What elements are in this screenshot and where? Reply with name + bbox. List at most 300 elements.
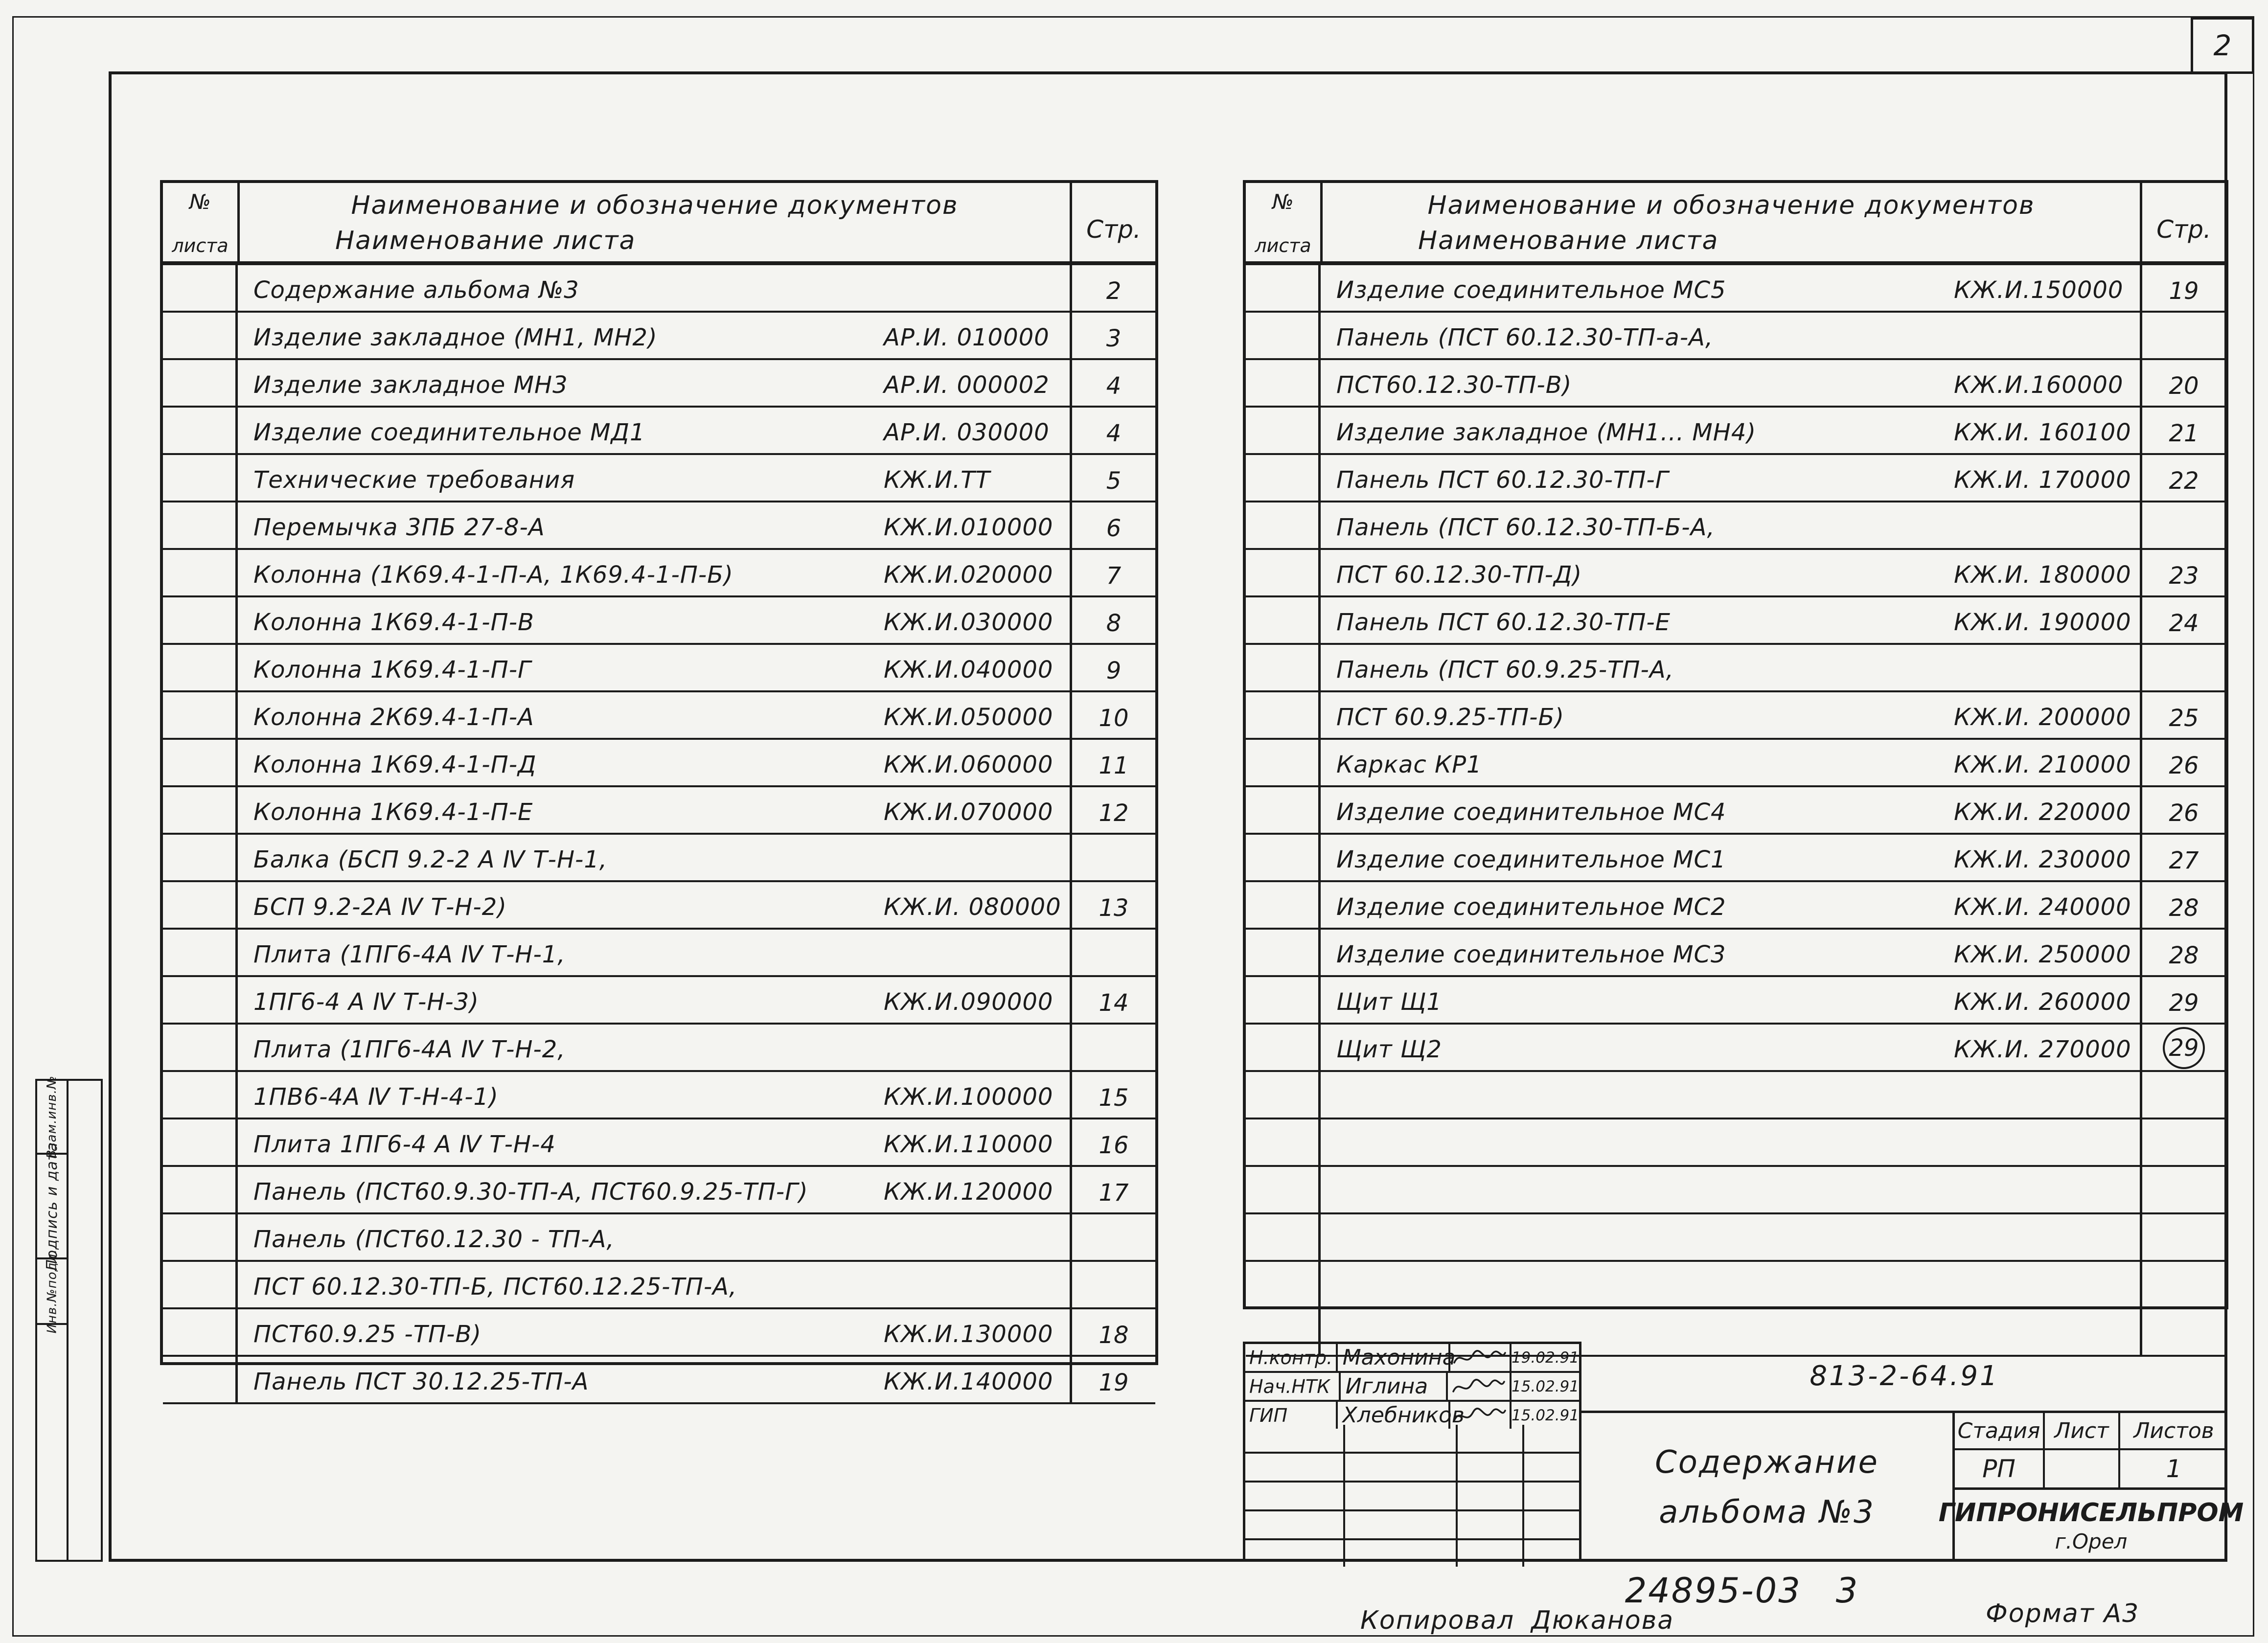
row-document-code: КЖ.И.110000 bbox=[884, 1131, 1054, 1158]
contents-table-right bbox=[1243, 180, 2228, 1309]
row-name-cell bbox=[1321, 930, 2142, 975]
row-document-code: КЖ.И.100000 bbox=[884, 1083, 1054, 1111]
side-label-podpis-data: Подпись и дата bbox=[43, 1141, 61, 1271]
row-page: 8 bbox=[1106, 610, 1122, 637]
row-page: 19 bbox=[1099, 1369, 1129, 1396]
row-sheet-number-cell bbox=[163, 265, 238, 311]
row-page-cell bbox=[2142, 1072, 2225, 1118]
row-document-code: КЖ.И. 260000 bbox=[1954, 988, 2131, 1016]
row-document-name: Колонна 1К69.4-1-П-В bbox=[253, 609, 534, 636]
stage-grid bbox=[1938, 1413, 2244, 1562]
header-name-cell bbox=[1323, 183, 2142, 261]
row-name-cell bbox=[1321, 1262, 2142, 1307]
row-name-cell bbox=[238, 408, 1072, 453]
row-name-cell bbox=[1321, 550, 2142, 595]
row-page-cell bbox=[2142, 740, 2225, 785]
row-document-code: КЖ.И. 200000 bbox=[1954, 704, 2131, 731]
sheet-number-box bbox=[2191, 17, 2254, 74]
table-row bbox=[1246, 408, 2225, 455]
row-page-cell bbox=[1072, 1357, 1155, 1402]
row-name-cell bbox=[238, 882, 1072, 928]
row-name-cell bbox=[238, 455, 1072, 501]
row-name-cell bbox=[238, 1025, 1072, 1070]
row-document-name: Изделие соединительное МС1 bbox=[1336, 846, 1726, 873]
row-page: 6 bbox=[1106, 515, 1122, 542]
table-row bbox=[1246, 360, 2225, 408]
row-document-code: КЖ.И.010000 bbox=[884, 514, 1054, 541]
signature-table-empty-rows bbox=[1243, 1425, 1581, 1562]
side-label-column bbox=[37, 1075, 69, 1560]
row-document-code: КЖ.И. 180000 bbox=[1954, 561, 2131, 589]
row-document-name: ПСТ60.9.25 -ТП-В) bbox=[253, 1321, 482, 1348]
row-document-code: КЖ.И.120000 bbox=[884, 1178, 1054, 1206]
row-document-code: КЖ.И.060000 bbox=[884, 751, 1054, 778]
row-document-code: КЖ.И. 230000 bbox=[1954, 846, 2131, 873]
row-document-name: Перемычка 3ПБ 27-8-А bbox=[253, 514, 545, 541]
row-page-cell bbox=[2142, 977, 2225, 1023]
table-row bbox=[163, 408, 1155, 455]
row-document-name: Изделие соединительное МС3 bbox=[1336, 941, 1726, 968]
row-document-code: КЖ.И.160000 bbox=[1954, 371, 2124, 399]
album-title-line2: альбома №3 bbox=[1659, 1494, 1875, 1530]
table-row bbox=[163, 882, 1155, 930]
row-document-code: КЖ.И.020000 bbox=[884, 561, 1054, 589]
copied-by-line bbox=[1360, 1606, 1674, 1635]
stage-label: Стадия bbox=[1955, 1413, 2045, 1448]
table-body bbox=[163, 265, 1155, 1404]
row-page: 7 bbox=[1106, 562, 1122, 590]
signature-empty-row bbox=[1245, 1483, 1579, 1511]
row-document-name: Изделие закладное МН3 bbox=[253, 371, 568, 399]
header-num-line2: листа bbox=[1255, 235, 1311, 256]
row-document-name: 1ПГ6-4 А Ⅳ Т-Н-3) bbox=[253, 988, 479, 1016]
row-page: 24 bbox=[2169, 610, 2199, 637]
row-name-cell bbox=[238, 930, 1072, 975]
table-row bbox=[1246, 597, 2225, 645]
table-row bbox=[163, 1309, 1155, 1357]
row-page: 26 bbox=[2169, 752, 2199, 779]
stage-header-row bbox=[1955, 1413, 2227, 1450]
row-document-name: Изделие соединительное МД1 bbox=[253, 419, 645, 446]
row-page-cell bbox=[2142, 597, 2225, 643]
table-row bbox=[1246, 787, 2225, 835]
row-name-cell bbox=[1321, 645, 2142, 690]
header-page-cell bbox=[2142, 183, 2225, 261]
row-page-cell bbox=[1072, 1072, 1155, 1118]
row-page-cell bbox=[1072, 882, 1155, 928]
order-number: 24895-03 bbox=[1625, 1571, 1802, 1611]
row-page-cell bbox=[2142, 550, 2225, 595]
signature-person-name: Хлебников bbox=[1338, 1402, 1450, 1429]
album-title-line1: Содержание bbox=[1655, 1444, 1879, 1481]
signature-person-name: Махонина bbox=[1338, 1344, 1450, 1371]
row-page-cell bbox=[1072, 597, 1155, 643]
row-page: 18 bbox=[1099, 1322, 1129, 1349]
row-page: 23 bbox=[2169, 562, 2199, 590]
row-page: 9 bbox=[1106, 657, 1122, 685]
row-document-name: Изделие соединительное МС5 bbox=[1336, 276, 1726, 304]
row-document-name: Колонна (1К69.4-1-П-А, 1К69.4-1-П-Б) bbox=[253, 561, 733, 589]
row-name-cell bbox=[238, 645, 1072, 690]
header-page-label: Стр. bbox=[1086, 215, 1141, 244]
row-page-cell bbox=[2142, 787, 2225, 833]
header-num-line1: № bbox=[189, 190, 211, 214]
table-row bbox=[163, 502, 1155, 550]
table-row bbox=[163, 1357, 1155, 1404]
table-row bbox=[1246, 1072, 2225, 1119]
table-row bbox=[1246, 645, 2225, 692]
row-page-cell bbox=[2142, 455, 2225, 501]
row-page-cell bbox=[1072, 360, 1155, 406]
row-document-code: КЖ.И. 160100 bbox=[1954, 419, 2131, 446]
row-sheet-number-cell bbox=[1246, 787, 1321, 833]
row-sheet-number-cell bbox=[163, 1072, 238, 1118]
row-name-cell bbox=[238, 597, 1072, 643]
row-name-cell bbox=[238, 692, 1072, 738]
table-row bbox=[1246, 1025, 2225, 1072]
row-document-code: КЖ.И. 270000 bbox=[1954, 1036, 2131, 1063]
row-document-code: КЖ.И.070000 bbox=[884, 799, 1054, 826]
row-sheet-number-cell bbox=[163, 930, 238, 975]
header-name-line1: Наименование и обозначение документов bbox=[351, 191, 959, 220]
row-sheet-number-cell bbox=[163, 1119, 238, 1165]
row-sheet-number-cell bbox=[163, 455, 238, 501]
table-row bbox=[163, 692, 1155, 740]
row-page-cell bbox=[2142, 645, 2225, 690]
row-sheet-number-cell bbox=[1246, 360, 1321, 406]
stage-value: РП bbox=[1955, 1450, 2045, 1487]
row-document-name: Панель (ПСТ60.9.30-ТП-А, ПСТ60.9.25-ТП-Г) bbox=[253, 1178, 808, 1206]
row-page-cell bbox=[1072, 502, 1155, 548]
row-sheet-number-cell bbox=[163, 787, 238, 833]
row-name-cell bbox=[238, 1167, 1072, 1212]
row-name-cell bbox=[1321, 1119, 2142, 1165]
row-page: 11 bbox=[1099, 752, 1129, 779]
row-sheet-number-cell bbox=[163, 502, 238, 548]
row-page-cell bbox=[1072, 1025, 1155, 1070]
signature-person-name: Иглина bbox=[1341, 1373, 1448, 1400]
row-sheet-number-cell bbox=[163, 1025, 238, 1070]
table-row bbox=[1246, 265, 2225, 313]
row-page-cell bbox=[1072, 977, 1155, 1023]
table-row bbox=[163, 977, 1155, 1025]
table-row bbox=[163, 1214, 1155, 1262]
row-document-name: Изделие соединительное МС2 bbox=[1336, 893, 1726, 921]
side-cell-podpis bbox=[37, 1141, 67, 1271]
table-row bbox=[163, 313, 1155, 360]
row-name-cell bbox=[1321, 597, 2142, 643]
row-document-code: АР.И. 030000 bbox=[884, 419, 1050, 446]
signature-role: Н.контр. bbox=[1245, 1344, 1338, 1371]
row-page: 28 bbox=[2169, 894, 2199, 922]
row-document-code: КЖ.И. 080000 bbox=[884, 893, 1061, 921]
table-header bbox=[1246, 183, 2225, 265]
row-document-name: Плита (1ПГ6-4А Ⅳ Т-Н-2, bbox=[253, 1036, 566, 1063]
table-row bbox=[1246, 502, 2225, 550]
row-document-code: КЖ.И.090000 bbox=[884, 988, 1054, 1016]
row-page: 4 bbox=[1106, 420, 1122, 447]
row-document-name: Щит Щ2 bbox=[1336, 1036, 1442, 1063]
row-document-code: КЖ.И.130000 bbox=[884, 1321, 1054, 1348]
sheet-value bbox=[2045, 1450, 2120, 1487]
table-row bbox=[163, 1072, 1155, 1119]
row-sheet-number-cell bbox=[163, 740, 238, 785]
table-row bbox=[163, 360, 1155, 408]
row-name-cell bbox=[238, 550, 1072, 595]
row-page-cell bbox=[1072, 1167, 1155, 1212]
row-document-name: ПСТ 60.12.30-ТП-Д) bbox=[1336, 561, 1582, 589]
contents-table-left bbox=[160, 180, 1158, 1396]
row-page: 21 bbox=[2169, 420, 2199, 447]
row-document-name: Панель (ПСТ 60.12.30-ТП-а-А, bbox=[1336, 324, 1714, 351]
sheet-label: Лист bbox=[2045, 1413, 2120, 1448]
side-empty-column bbox=[69, 1081, 101, 1560]
row-page-cell bbox=[2142, 930, 2225, 975]
row-name-cell bbox=[1321, 787, 2142, 833]
row-document-name: Колонна 1К69.4-1-П-Д bbox=[253, 751, 537, 778]
row-name-cell bbox=[238, 1262, 1072, 1307]
row-document-code: КЖ.И. 210000 bbox=[1954, 751, 2131, 778]
row-sheet-number-cell bbox=[1246, 455, 1321, 501]
copied-by-label: Копировал bbox=[1360, 1606, 1515, 1635]
table-row bbox=[163, 265, 1155, 313]
row-page-cell bbox=[1072, 1262, 1155, 1307]
row-document-code: КЖ.И.150000 bbox=[1954, 276, 2124, 304]
signature-scribble bbox=[1452, 1348, 1507, 1368]
row-page: 19 bbox=[2169, 277, 2199, 305]
row-name-cell bbox=[1321, 692, 2142, 738]
row-name-cell bbox=[1321, 360, 2142, 406]
row-document-name: ПСТ 60.12.30-ТП-Б, ПСТ60.12.25-ТП-А, bbox=[253, 1273, 737, 1301]
row-document-name: Панель ПСТ 30.12.25-ТП-А bbox=[253, 1368, 589, 1395]
row-page-cell bbox=[2142, 313, 2225, 358]
signature-cell bbox=[1450, 1344, 1512, 1371]
signature-empty-row bbox=[1245, 1425, 1579, 1454]
row-page-cell bbox=[2142, 882, 2225, 928]
row-page: 10 bbox=[1099, 705, 1129, 732]
row-document-name: БСП 9.2-2А Ⅳ Т-Н-2) bbox=[253, 893, 507, 921]
stage-value-row bbox=[1955, 1450, 2227, 1490]
table-row bbox=[1246, 1119, 2225, 1167]
row-document-name: Изделие закладное (МН1... МН4) bbox=[1336, 419, 1757, 446]
table-row bbox=[1246, 313, 2225, 360]
row-document-name: Колонна 1К69.4-1-П-Е bbox=[253, 799, 533, 826]
row-sheet-number-cell bbox=[163, 977, 238, 1023]
row-name-cell bbox=[238, 502, 1072, 548]
side-label-vzam-inv: Взам.инв.№ bbox=[45, 1075, 59, 1159]
row-sheet-number-cell bbox=[1246, 1167, 1321, 1212]
row-name-cell bbox=[1321, 1167, 2142, 1212]
row-document-name: Панель (ПСТ60.12.30 - ТП-А, bbox=[253, 1226, 615, 1253]
row-name-cell bbox=[1321, 1214, 2142, 1260]
order-number-line bbox=[1536, 1571, 1947, 1611]
row-sheet-number-cell bbox=[1246, 740, 1321, 785]
table-row bbox=[163, 1167, 1155, 1214]
row-page: 12 bbox=[1099, 799, 1129, 827]
row-sheet-number-cell bbox=[163, 408, 238, 453]
row-document-name: Изделие соединительное МС4 bbox=[1336, 799, 1726, 826]
row-sheet-number-cell bbox=[1246, 930, 1321, 975]
row-page-cell bbox=[1072, 740, 1155, 785]
table-row bbox=[1246, 1262, 2225, 1309]
row-page: 2 bbox=[1106, 277, 1122, 305]
signature-date: 19.02.91 bbox=[1511, 1348, 1579, 1367]
row-document-name: Содержание альбома №3 bbox=[253, 276, 579, 304]
table-row bbox=[163, 835, 1155, 882]
row-page: 25 bbox=[2169, 705, 2199, 732]
row-name-cell bbox=[238, 360, 1072, 406]
table-row bbox=[1246, 977, 2225, 1025]
row-page-cell bbox=[2142, 1262, 2225, 1307]
row-name-cell bbox=[238, 835, 1072, 880]
row-page-cell bbox=[1072, 265, 1155, 311]
row-sheet-number-cell bbox=[163, 1262, 238, 1307]
table-row bbox=[163, 787, 1155, 835]
table-row bbox=[163, 645, 1155, 692]
row-document-code: КЖ.И. 220000 bbox=[1954, 799, 2131, 826]
row-page: 17 bbox=[1099, 1179, 1129, 1207]
organization-city: г.Орел bbox=[2055, 1529, 2128, 1553]
row-document-code: АР.И. 000002 bbox=[884, 371, 1050, 399]
sheets-label: Листов bbox=[2133, 1418, 2214, 1443]
sheet-number: 2 bbox=[2213, 29, 2232, 62]
row-document-code: КЖ.И.040000 bbox=[884, 656, 1054, 684]
row-document-name: Колонна 1К69.4-1-П-Г bbox=[253, 656, 531, 684]
table-row bbox=[163, 740, 1155, 787]
row-document-name: Плита 1ПГ6-4 А Ⅳ Т-Н-4 bbox=[253, 1131, 556, 1158]
signature-scribble bbox=[1452, 1406, 1507, 1425]
album-title-box bbox=[1581, 1413, 1952, 1562]
frame-side-strip bbox=[35, 1075, 103, 1562]
header-name-cell bbox=[240, 183, 1072, 261]
row-document-name: Технические требования bbox=[253, 466, 575, 494]
table-row bbox=[163, 597, 1155, 645]
signature-empty-row bbox=[1245, 1454, 1579, 1483]
row-document-code: КЖ.И. 240000 bbox=[1954, 893, 2131, 921]
row-page: 27 bbox=[2169, 847, 2199, 874]
row-name-cell bbox=[1321, 265, 2142, 311]
row-page-cell bbox=[1072, 692, 1155, 738]
header-num-line1: № bbox=[1272, 190, 1294, 214]
row-page-cell bbox=[1072, 550, 1155, 595]
row-name-cell bbox=[238, 1309, 1072, 1355]
row-document-name: Изделие закладное (МН1, МН2) bbox=[253, 324, 658, 351]
row-sheet-number-cell bbox=[1246, 1025, 1321, 1070]
copied-by-name: Дюканова bbox=[1531, 1606, 1674, 1635]
row-sheet-number-cell bbox=[1246, 645, 1321, 690]
signature-role: ГИП bbox=[1245, 1402, 1338, 1429]
row-name-cell bbox=[1321, 408, 2142, 453]
row-name-cell bbox=[1321, 835, 2142, 880]
organization-box bbox=[1938, 1490, 2244, 1562]
table-row bbox=[1246, 930, 2225, 977]
row-sheet-number-cell bbox=[163, 692, 238, 738]
header-name-line2: Наименование листа bbox=[1418, 226, 1719, 255]
table-row bbox=[1246, 550, 2225, 597]
row-sheet-number-cell bbox=[1246, 1072, 1321, 1118]
row-name-cell bbox=[1321, 1025, 2142, 1070]
row-page: 22 bbox=[2169, 467, 2199, 495]
row-name-cell bbox=[238, 1119, 1072, 1165]
row-document-name: Щит Щ1 bbox=[1336, 988, 1442, 1016]
row-document-code: АР.И. 010000 bbox=[884, 324, 1050, 351]
row-sheet-number-cell bbox=[163, 550, 238, 595]
row-name-cell bbox=[1321, 882, 2142, 928]
row-name-cell bbox=[1321, 740, 2142, 785]
header-page-cell bbox=[1072, 183, 1155, 261]
row-page-cell bbox=[2142, 502, 2225, 548]
document-code: 813-2-64.91 bbox=[1810, 1360, 1999, 1392]
row-page: 26 bbox=[2169, 799, 2199, 827]
row-name-cell bbox=[238, 977, 1072, 1023]
row-name-cell bbox=[238, 313, 1072, 358]
side-cell-empty bbox=[37, 1325, 67, 1560]
side-label-inv-podl: Инв.№подл. bbox=[45, 1249, 59, 1334]
row-page: 13 bbox=[1099, 894, 1129, 922]
order-sheet-ref: 3 bbox=[1835, 1571, 1859, 1611]
row-page: 28 bbox=[2169, 942, 2199, 969]
row-name-cell bbox=[238, 740, 1072, 785]
row-sheet-number-cell bbox=[1246, 835, 1321, 880]
row-sheet-number-cell bbox=[163, 597, 238, 643]
row-page: 16 bbox=[1099, 1132, 1129, 1159]
row-sheet-number-cell bbox=[1246, 550, 1321, 595]
signature-cell bbox=[1448, 1373, 1512, 1400]
row-page: 29 bbox=[2163, 1027, 2205, 1069]
signature-role: Нач.НТК bbox=[1245, 1373, 1341, 1400]
row-page-cell bbox=[1072, 1309, 1155, 1355]
table-row bbox=[1246, 835, 2225, 882]
row-sheet-number-cell bbox=[163, 313, 238, 358]
row-page-cell bbox=[2142, 360, 2225, 406]
row-page-cell bbox=[1072, 408, 1155, 453]
row-page: 20 bbox=[2169, 372, 2199, 400]
row-document-name: Панель ПСТ 60.12.30-ТП-Г bbox=[1336, 466, 1669, 494]
header-page-label: Стр. bbox=[2156, 215, 2211, 244]
row-name-cell bbox=[238, 1214, 1072, 1260]
row-document-name: Колонна 2К69.4-1-П-А bbox=[253, 704, 534, 731]
row-document-code: КЖ.И. 250000 bbox=[1954, 941, 2131, 968]
row-sheet-number-cell bbox=[163, 835, 238, 880]
table-row bbox=[1246, 692, 2225, 740]
row-page-cell bbox=[2142, 1167, 2225, 1212]
row-name-cell bbox=[1321, 502, 2142, 548]
row-name-cell bbox=[1321, 455, 2142, 501]
row-document-name: ПСТ 60.9.25-ТП-Б) bbox=[1336, 704, 1565, 731]
row-page-cell bbox=[2142, 1214, 2225, 1260]
header-sheet-number-cell bbox=[1246, 183, 1323, 261]
table-header bbox=[163, 183, 1155, 265]
row-sheet-number-cell bbox=[1246, 1214, 1321, 1260]
header-num-line2: листа bbox=[172, 235, 229, 256]
row-sheet-number-cell bbox=[1246, 882, 1321, 928]
table-row bbox=[1246, 740, 2225, 787]
table-row bbox=[1246, 1214, 2225, 1262]
row-page: 5 bbox=[1106, 467, 1122, 495]
row-document-name: Панель (ПСТ 60.9.25-ТП-А, bbox=[1336, 656, 1674, 684]
row-sheet-number-cell bbox=[1246, 1262, 1321, 1307]
signature-scribble bbox=[1451, 1377, 1506, 1396]
header-name-line2: Наименование листа bbox=[335, 226, 636, 255]
signature-empty-row bbox=[1245, 1540, 1579, 1567]
table-row bbox=[163, 1119, 1155, 1167]
row-page-cell bbox=[1072, 645, 1155, 690]
format-label bbox=[1986, 1599, 2139, 1628]
organization-name: ГИПРОНИСЕЛЬПРОМ bbox=[1938, 1498, 2244, 1528]
row-page: 29 bbox=[2169, 989, 2199, 1017]
table-row bbox=[163, 1025, 1155, 1072]
row-name-cell bbox=[1321, 1072, 2142, 1118]
